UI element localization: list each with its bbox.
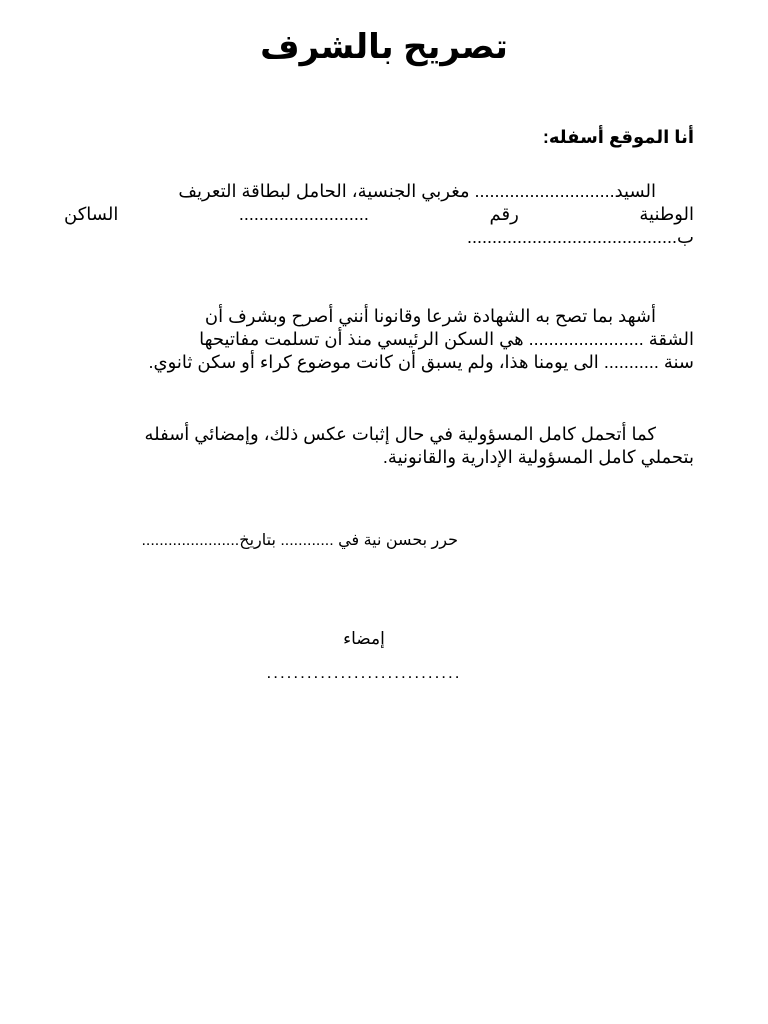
signature-label: إمضاء <box>343 629 385 648</box>
paragraph-identity-line-3: ب.......................................... <box>467 227 694 247</box>
paragraph-declaration-line-2: الشقة ....................... هي السكن الرئيسي منذ أن تسلمت مفاتيحها <box>199 329 694 349</box>
signature-dots: ............................. <box>266 663 462 682</box>
paragraph-identity-line-1: السيد............................ مغربي الجنسية، الحامل لبطاقة التعريف <box>178 181 656 201</box>
date-place-line: حرر بحسن نية في ............ بتاريخ...................... <box>141 532 458 549</box>
paragraph-declaration-line-1: أشهد بما تصح به الشهادة شرعا وقانونا أنني أصرح وبشرف أن <box>204 306 656 326</box>
paragraph-responsibility-line-2: بتحملي كامل المسؤولية الإدارية والقانونية. <box>382 447 694 467</box>
number-dots: .......................... <box>238 204 369 224</box>
document-title: تصريح بالشرف <box>260 28 508 66</box>
paragraph-responsibility-line-1: كما أتحمل كامل المسؤولية في حال إثبات عكس ذلك، وإمضائي أسفله <box>144 424 656 444</box>
national-id-label: الوطنية <box>639 204 694 224</box>
paragraph-declaration <box>64 305 694 374</box>
document-subtitle: أنا الموقع أسفله: <box>542 127 694 147</box>
resident-label: الساكن <box>64 204 119 224</box>
number-label: رقم <box>489 204 519 224</box>
paragraph-identity-line-2 <box>64 203 694 226</box>
paragraph-identity <box>64 180 694 249</box>
paragraph-responsibility <box>64 423 694 469</box>
paragraph-declaration-line-3: سنة ........... الى يومنا هذا، ولم يسبق أن كانت موضوع كراء أو سكن ثانوي. <box>148 352 694 372</box>
